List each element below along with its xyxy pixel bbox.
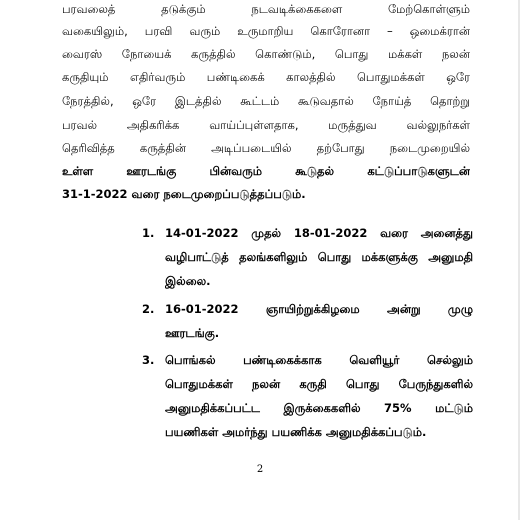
list-item-line: பயணிகள் அமர்ந்து பயணிக்க அனுமதிக்கப்படும்.	[165, 425, 427, 439]
list-item-line: 16-01-2022 ஞாயிற்றுக்கிழமை அன்று முழு	[165, 302, 473, 316]
paragraph-line: உள்ள ஊரடங்கு பின்வரும் கூடுதல் கட்டுப்பாடுகளுடன்	[62, 164, 470, 178]
paragraph-line: தெரிவித்த கருத்தின் அடிப்படையில் தற்போது நடைமுறையில்	[62, 141, 470, 155]
list-item-line: இல்லை.	[165, 274, 211, 288]
list-item	[142, 298, 473, 356]
paragraph-line: கருதியும் எதிர்வரும் பண்டிகைக் காலத்தில் பொதுமக்கள் ஒரே	[62, 70, 470, 84]
paragraph-line: பரவலைத் தடுக்கும் நடவடிக்கைகளை மேற்கொள்ளும்	[62, 2, 470, 16]
paragraph-line: வைரஸ் நோயைக் கருத்தில் கொண்டும், பொது மக்கள் நலன்	[62, 47, 470, 61]
paragraph-line: நேரத்தில், ஒரே இடத்தில் கூட்டம் கூடுவதால் நோய்த் தொற்று	[62, 94, 470, 108]
list-item-line: பொதுமக்கள் நலன் கருதி பொது பேருந்துகளில்	[165, 377, 473, 391]
list-item	[142, 222, 473, 304]
list-item-line: அனுமதிக்கப்பட்ட இருக்கைகளில் 75% மட்டும்	[165, 401, 473, 415]
list-item-line: பொங்கல் பண்டிகைக்காக வெளியூர் செல்லும்	[165, 353, 473, 367]
paragraph-line: 31-1-2022 வரை நடைமுறைப்படுத்தப்படும்.	[62, 187, 306, 201]
list-number: 2.	[142, 302, 155, 316]
page-number: 2	[256, 464, 264, 475]
list-item-line: ஊரடங்கு.	[165, 326, 220, 340]
list-item	[142, 349, 473, 455]
list-number: 1.	[142, 226, 155, 240]
list-item-line: வழிபாட்டுத் தலங்களிலும் பொது மக்களுக்கு அனுமதி	[165, 250, 473, 264]
paragraph-line: பரவல் அதிகரிக்க வாய்ப்புள்ளதாக, மருத்துவ வல்லுநர்கள்	[62, 118, 470, 132]
list-number: 3.	[142, 353, 155, 367]
paragraph-line: வகையிலும், பரவி வரும் உருமாறிய கொரோனா – ஒமைக்ரான்	[62, 24, 470, 38]
list-item-line: 14-01-2022 முதல் 18-01-2022 வரை அனைத்து	[165, 226, 473, 240]
